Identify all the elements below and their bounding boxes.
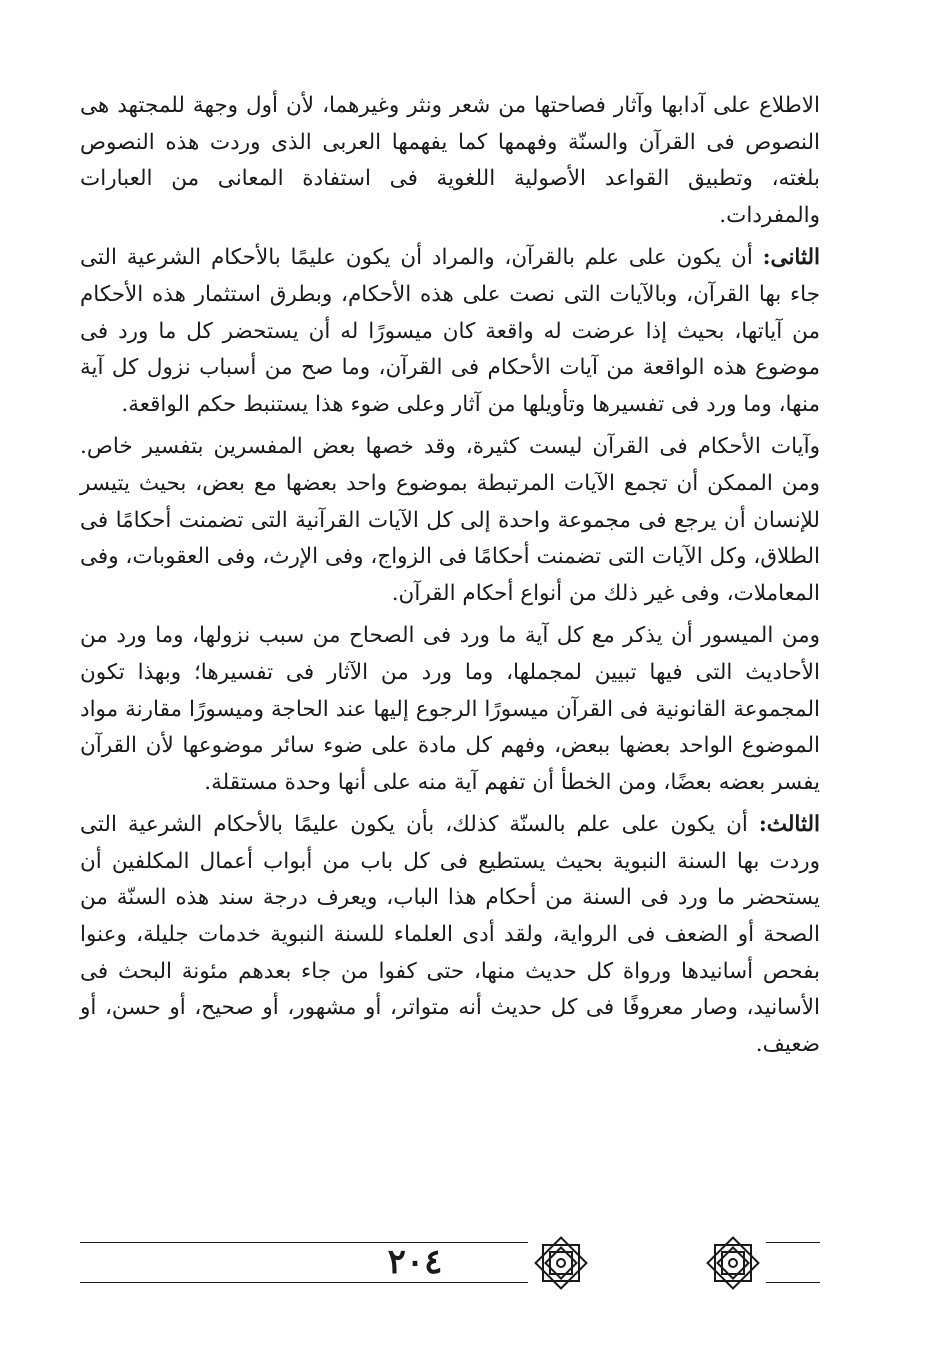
paragraph-1: [80, 88, 820, 234]
star-ornament-icon: [702, 1232, 764, 1294]
star-ornament-icon: [530, 1232, 592, 1294]
page-footer: [80, 1230, 820, 1300]
footer-rule-right-bottom: [766, 1282, 820, 1283]
paragraph-3: [80, 429, 820, 612]
paragraph-5: [80, 807, 820, 1063]
footer-rule-left-bottom: [80, 1282, 528, 1283]
paragraph-2: [80, 240, 820, 423]
paragraph-lead: الثالث:: [758, 812, 820, 838]
paragraph-text: أن يكون على علم بالسنّة كذلك، بأن يكون عليمًا بالأحكام الشرعية التى وردت بها السنة النبوية بحيث يستطيع فى كل باب من أبواب أعمال المكلفين أن يستحضر ما ورد فى السنة من أحكام هذا الباب، ويعرف درجة سند هذه السنّة من الصحة أو الضعف فى الرواية، ولقد أدى العلماء للسنة النبوية خدمات جليلة، وعنوا بفحص أسانيدها ورواة كل حديث منها، حتى كفوا من جاء بعدهم مئونة البحث فى الأسانيد، وصار معروفًا فى كل حديث أنه متواتر، أو مشهور، أو صحيح، أو حسن، أو ضعيف.: [80, 812, 820, 1057]
paragraph-lead: الثانى:: [762, 245, 820, 271]
paragraph-text: الاطلاع على آدابها وآثار فصاحتها من شعر ونثر وغيرهما، لأن أول وجهة للمجتهد هى النصوص فى القرآن والسنّة وفهمها كما يفهمها العربى الذى وردت هذه النصوص بلغته، وتطبيق القواعد الأصولية اللغوية فى استفادة المعانى من العبارات والمفردات.: [80, 93, 820, 228]
paragraph-4: [80, 618, 820, 801]
footer-rule-right-top: [766, 1242, 820, 1243]
paragraph-text: وآيات الأحكام فى القرآن ليست كثيرة، وقد خصها بعض المفسرين بتفسير خاص. ومن الممكن أن تجمع الآيات المرتبطة بموضوع واحد بعضها مع بعض، بحيث يتيسر للإنسان أن يرجع فى مجموعة واحدة إلى كل الآيات القرآنية التى تضمنت أحكامًا فى الطلاق، وكل الآيات التى تضمنت أحكامًا فى الزواج، وفى الإرث، وفى العقوبات، وفى المعاملات، وفى غير ذلك من أنواع أحكام القرآن.: [80, 434, 820, 606]
page-number: ٢٠٤: [387, 1242, 443, 1282]
page-body: [80, 88, 820, 1069]
paragraph-text: ومن الميسور أن يذكر مع كل آية ما ورد فى الصحاح من سبب نزولها، وما ورد من الأحاديث التى فيها تبيين لمجملها، وما ورد من الآثار فى تفسيرها؛ وبهذا تكون المجموعة القانونية فى القرآن ميسورًا الرجوع إليها عند الحاجة وميسورًا مقارنة مواد الموضوع الواحد بعضها ببعض، وفهم كل مادة على ضوء سائر موضوعها لأن القرآن يفسر بعضه بعضًا، ومن الخطأ أن تفهم آية منه على أنها وحدة مستقلة.: [80, 623, 820, 795]
paragraph-text: أن يكون على علم بالقرآن، والمراد أن يكون عليمًا بالأحكام الشرعية التى جاء بها القرآن، وبالآيات التى نصت على هذه الأحكام، وبطرق استثمار هذه الأحكام من آياتها، بحيث إذا عرضت له واقعة كان ميسورًا له أن يستحضر كل ما ورد فى موضوع هذه الواقعة من آيات الأحكام فى القرآن، وما صح من أسباب نزول كل آية منها، وما ورد فى تفسيرها وتأويلها من آثار وعلى ضوء هذا يستنبط حكم الواقعة.: [80, 245, 820, 417]
